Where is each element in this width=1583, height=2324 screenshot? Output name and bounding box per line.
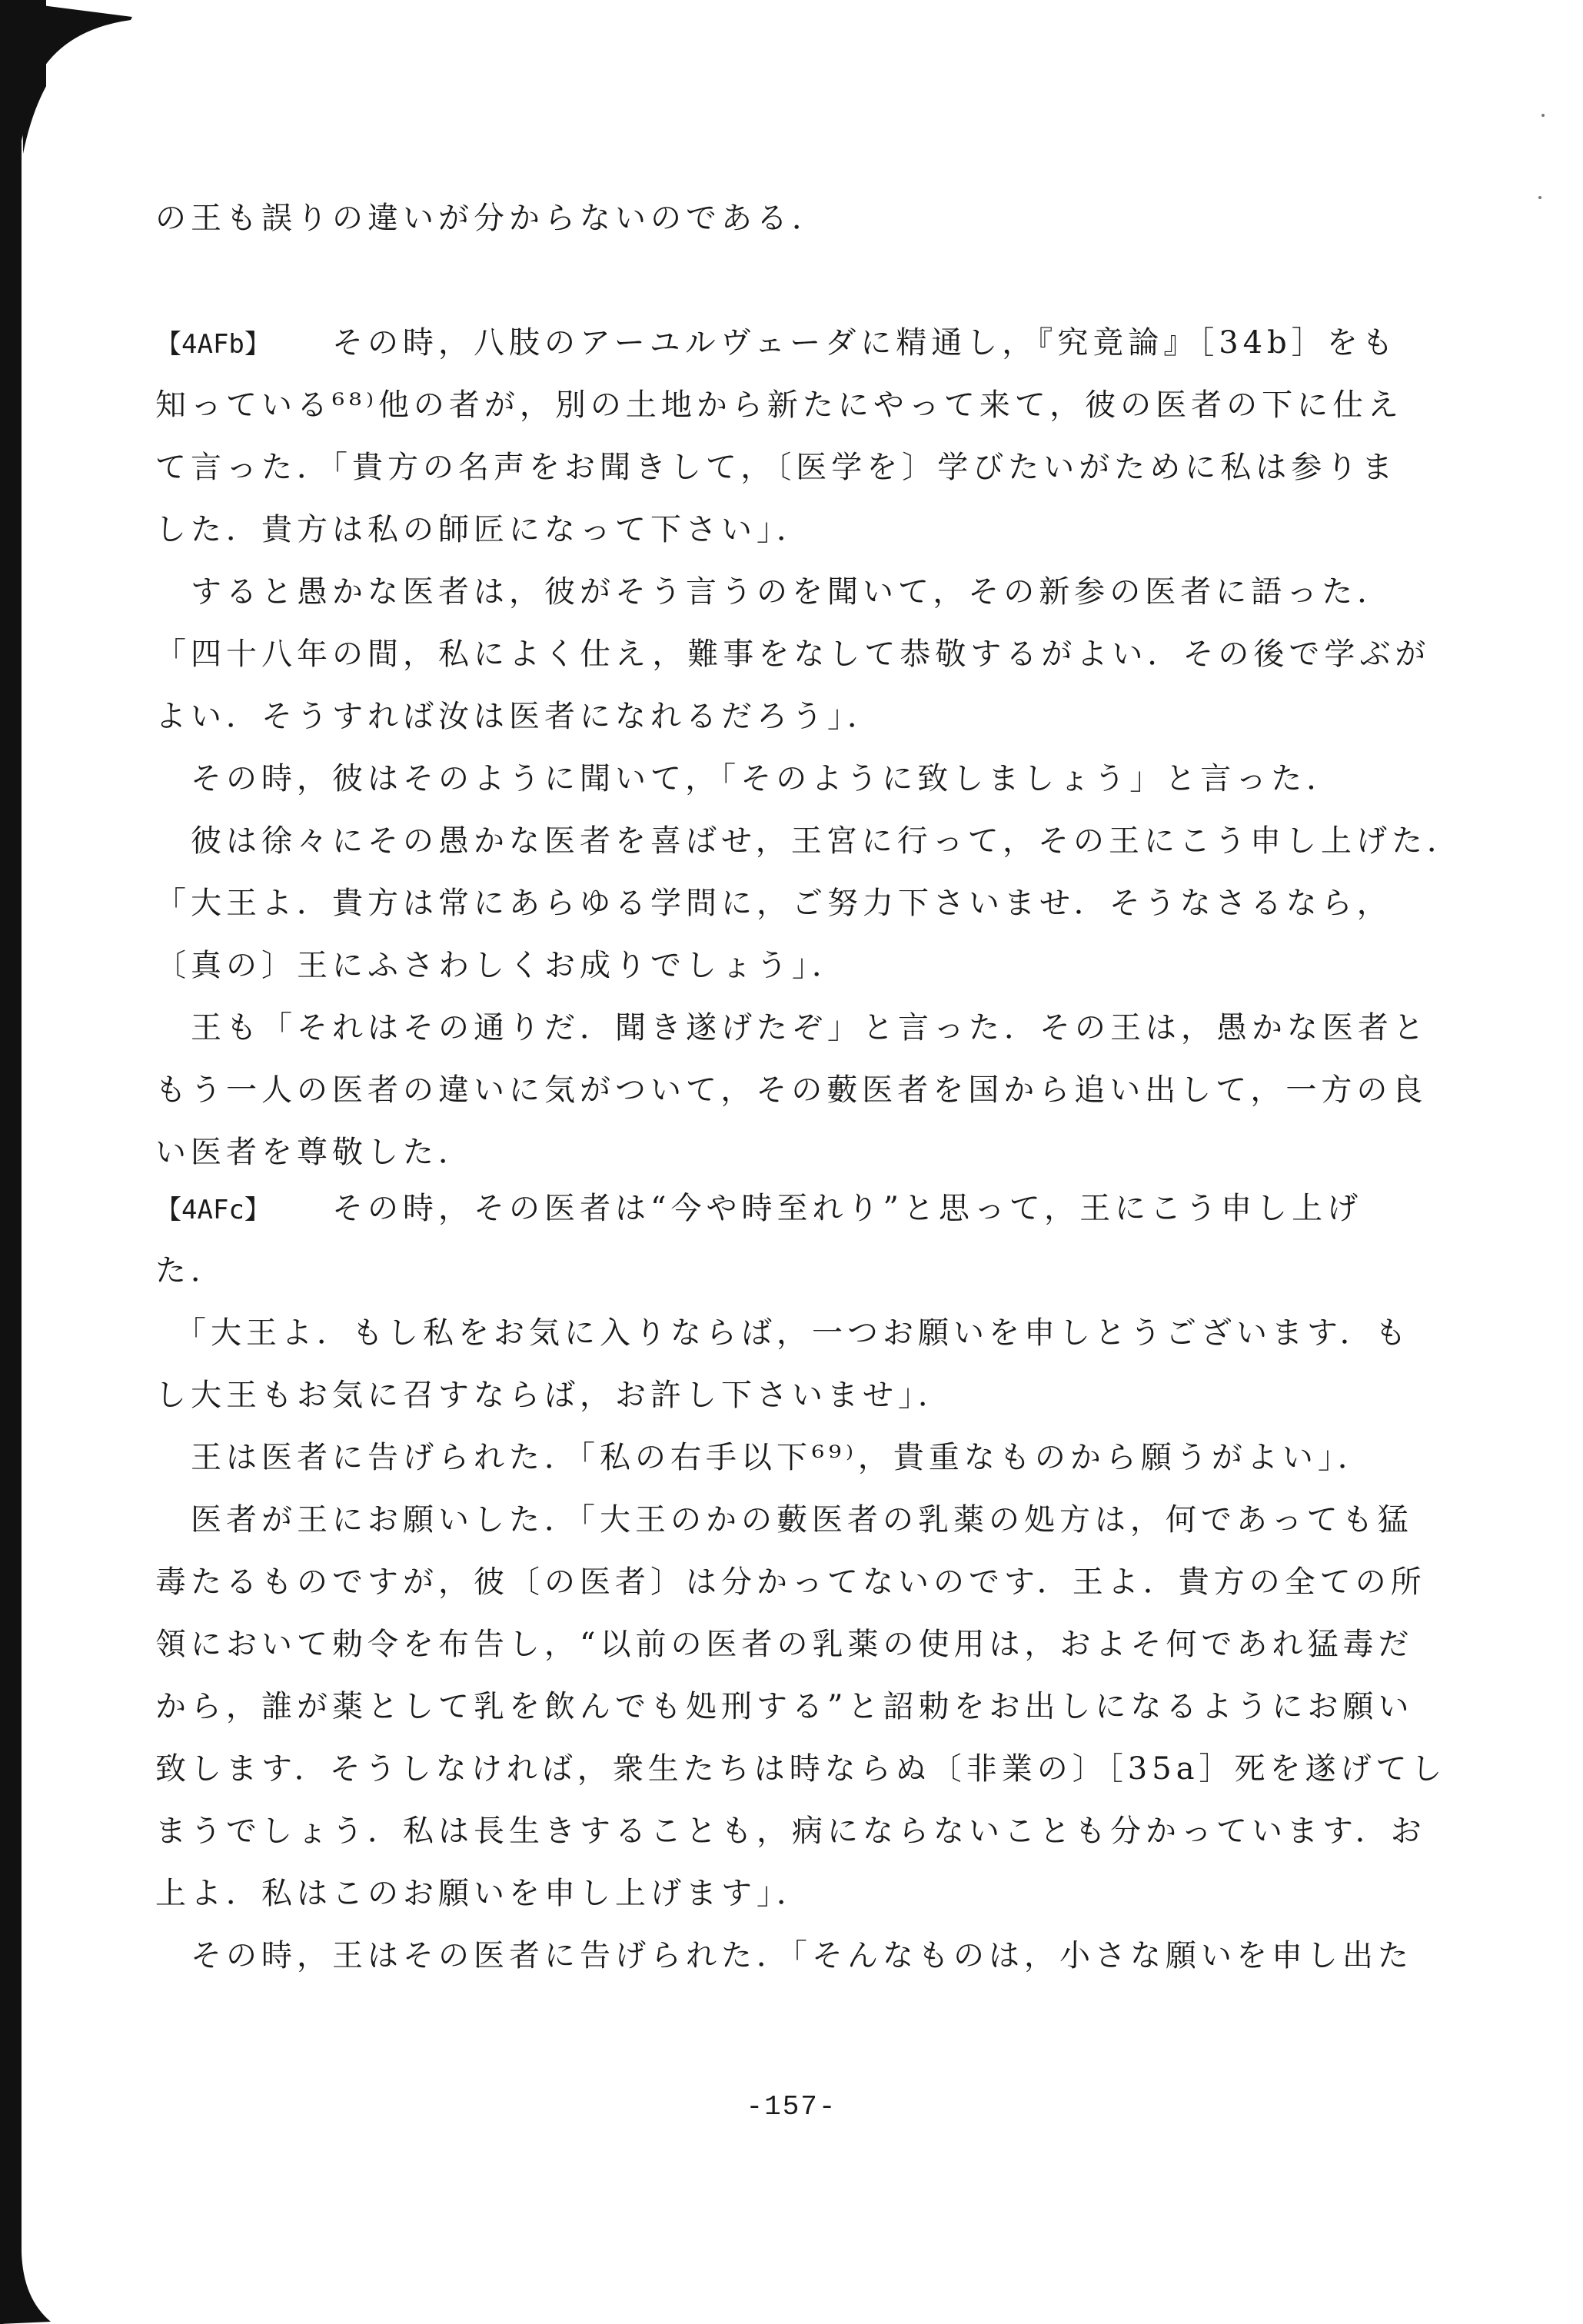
binding-edge-shadow <box>0 0 46 2324</box>
text-line: 医者が王にお願いした．「大王のかの藪医者の乳薬の処方は，何であっても猛 <box>155 1502 1413 1538</box>
section-heading-line <box>155 312 1398 374</box>
top-corner-shadow <box>0 0 138 154</box>
text-line: その時，彼はそのように聞いて，「そのように致しましょう」と言った． <box>155 761 1342 796</box>
section-4afc <box>155 1178 1447 1987</box>
text-line: 「大王よ．もし私をお気に入りならば，一つお願いを申しとうございます．も <box>155 1315 1411 1351</box>
text-line: し大王もお気に召すならば，お許し下さいませ」． <box>155 1378 953 1413</box>
opening-paragraph <box>155 188 1385 250</box>
bottom-corner-shadow <box>0 2253 54 2324</box>
text-line: い医者を尊敬した． <box>155 1135 474 1170</box>
text-line: 王は医者に告げられた．「私の右手以下⁶⁹⁾，貴重なものから願うがよい」． <box>155 1440 1373 1475</box>
text-line: よい．そうすれば汝は医者になれるだろう」． <box>155 699 883 734</box>
section-label: 【4AFb】 <box>155 329 271 360</box>
text-line: た． <box>155 1253 226 1288</box>
text-line: 王も「それはその通りだ．聞き遂げたぞ」と言った．その王は，愚かな医者と <box>155 1010 1428 1046</box>
left-edge-line <box>12 138 22 2276</box>
text-line: 毒たるものですが，彼〔の医者〕は分かってないのです．王よ．貴方の全ての所 <box>155 1564 1426 1600</box>
text-line: から，誰が薬として乳を飲んでも処刑する”と詔勅をお出しになるようにお願い <box>155 1689 1414 1724</box>
text-line: その時，八肢のアーユルヴェーダに精通し，『究竟論』［34b］をも <box>332 325 1398 361</box>
text-line: した．貴方は私の師匠になって下さい」． <box>155 512 812 547</box>
section-heading-line <box>155 1178 1385 1240</box>
text-line: 知っている⁶⁸⁾他の者が，別の土地から新たにやって来て，彼の医者の下に仕え <box>155 387 1404 423</box>
scan-speck <box>1541 114 1545 117</box>
section-label: 【4AFc】 <box>155 1195 271 1225</box>
text-line: 「大王よ．貴方は常にあらゆる学問に，ご努力下さいませ．そうなさるなら， <box>155 886 1392 921</box>
text-line: まうでしょう．私は長生きすることも，病にならないことも分かっています．お <box>155 1814 1426 1849</box>
text-line: 〔真の〕王にふさわしくお成りでしょう」． <box>155 948 847 983</box>
text-line: 上よ．私はこのお願いを申し上げます」． <box>155 1876 812 1911</box>
text-line: その時，その医者は“今や時至れり”と思って，王にこう申し上げ <box>332 1191 1363 1226</box>
text-line: 致します．そうしなければ，衆生たちは時ならぬ〔非業の〕［35a］死を遂げてし <box>155 1751 1447 1787</box>
text-line: もう一人の医者の違いに気がついて，その藪医者を国から追い出して，一方の良 <box>155 1072 1428 1108</box>
text-line: すると愚かな医者は，彼がそう言うのを聞いて，その新参の医者に語った． <box>155 574 1393 610</box>
text-line: 領において勅令を布告し，“以前の医者の乳薬の使用は，およそ何であれ猛毒だ <box>155 1627 1414 1662</box>
scan-speck <box>1538 196 1541 199</box>
text-line: 「四十八年の間，私によく仕え，難事をなして恭敬するがよい．その後で学ぶが <box>155 637 1431 672</box>
text-line: 彼は徐々にその愚かな医者を喜ばせ，王宮に行って，その王にこう申し上げた． <box>155 823 1462 859</box>
text-line: て言った．「貴方の名声をお聞きして，〔医学を〕学びたいがために私は参りま <box>155 450 1398 485</box>
text-line: の王も誤りの違いが分からないのである． <box>155 201 827 236</box>
page-number: -157- <box>746 2091 837 2123</box>
text-line: その時，王はその医者に告げられた．「そんなものは，小さな願いを申し出た <box>155 1938 1413 1973</box>
section-4afb <box>155 312 1462 1184</box>
